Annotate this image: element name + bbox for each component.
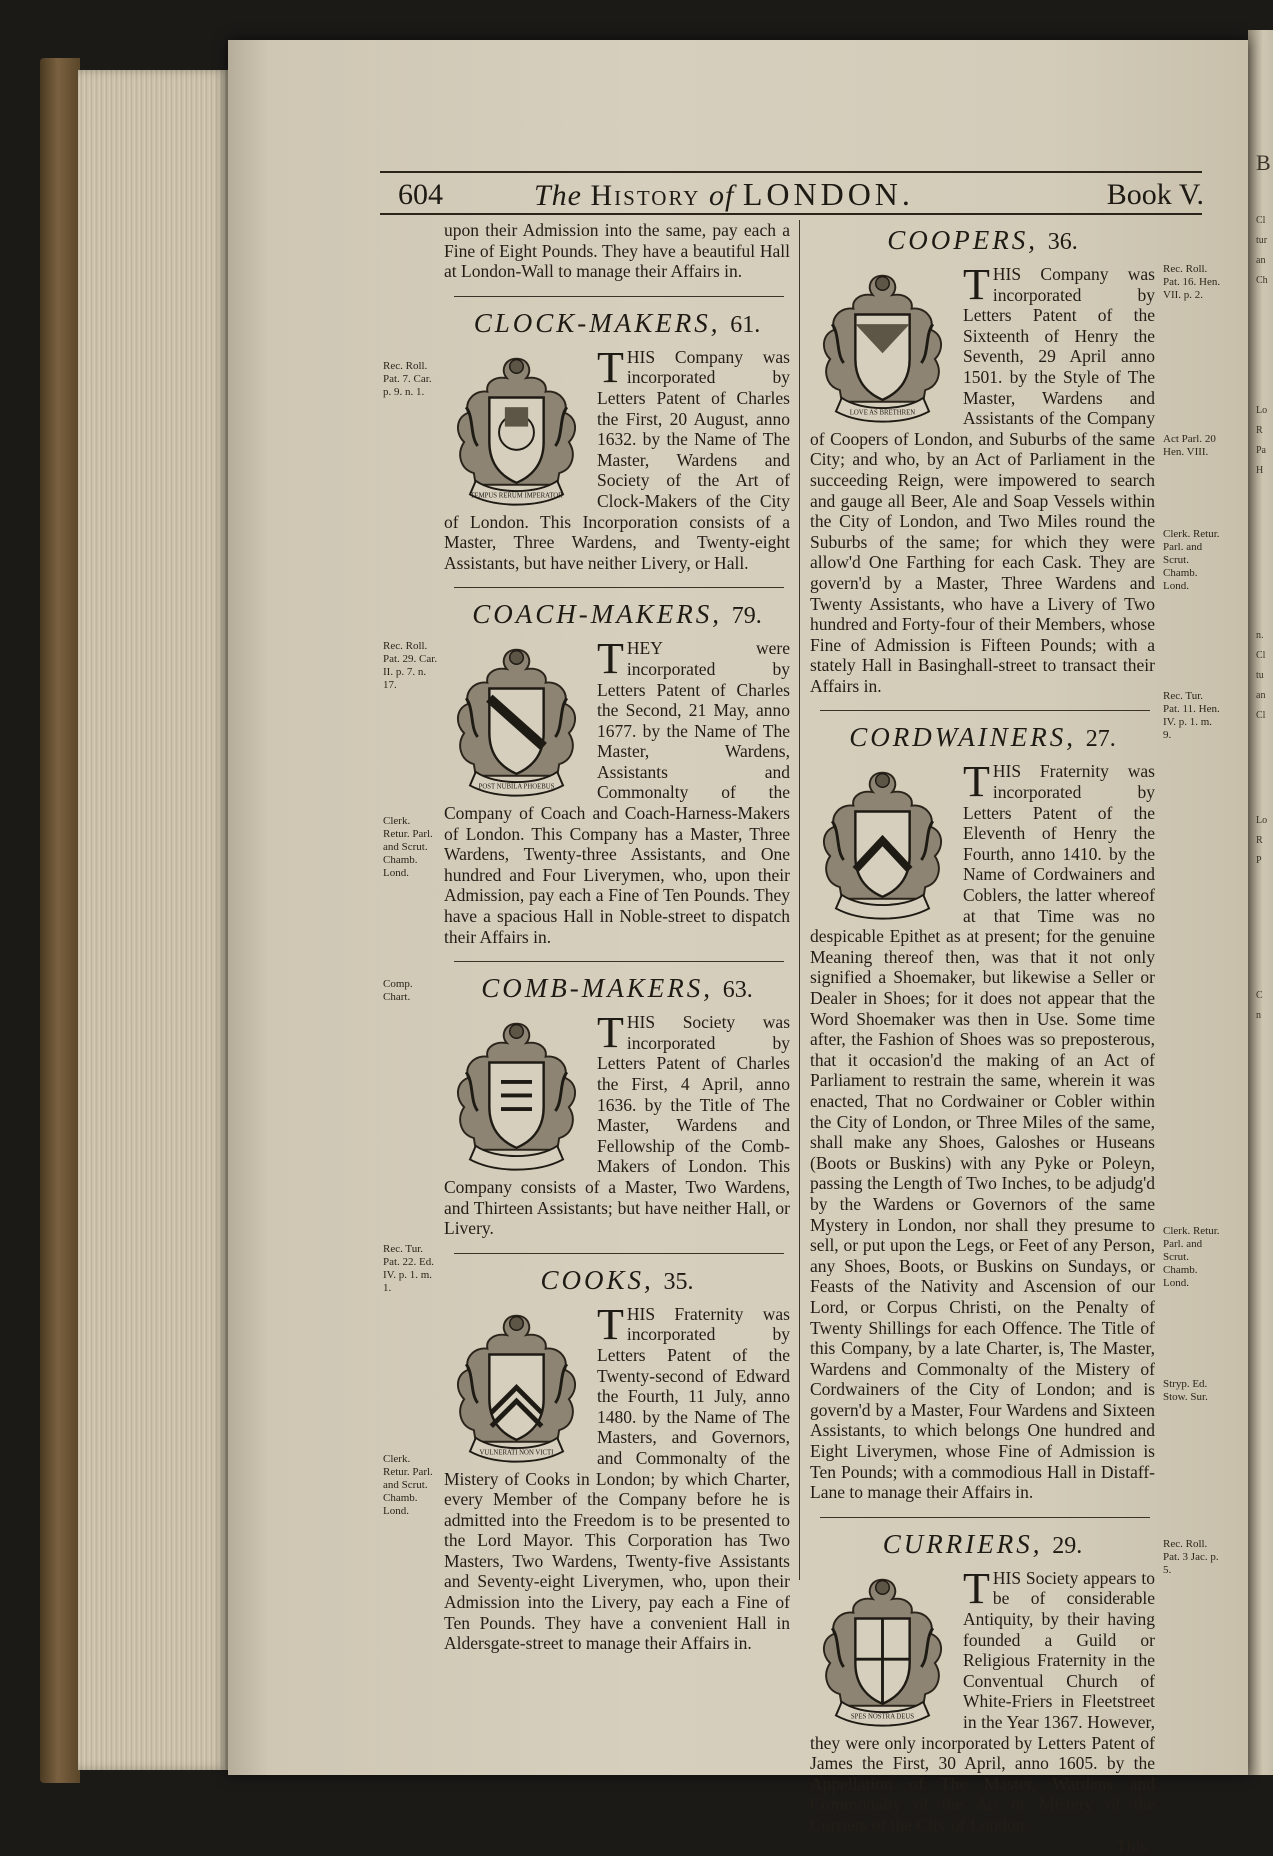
facing-fragment: n. bbox=[1256, 630, 1264, 641]
running-header bbox=[384, 178, 1204, 218]
heading-number: 35. bbox=[663, 1268, 694, 1295]
heading-text: CLOCK-MAKERS, bbox=[473, 307, 721, 338]
cooks-crest bbox=[444, 1306, 589, 1466]
entry-clock-makers bbox=[444, 307, 790, 574]
heading-text: COOPERS, bbox=[887, 225, 1038, 255]
facing-fragment: C bbox=[1256, 990, 1263, 1001]
right-column bbox=[810, 220, 1155, 1856]
title-of: of bbox=[708, 179, 735, 212]
entry-cordwainers bbox=[810, 721, 1155, 1502]
side-note: Rec. Roll. Pat. 7. Car. p. 9. n. 1. bbox=[383, 360, 432, 398]
facing-fragment: tur bbox=[1256, 235, 1268, 246]
facing-fragment: R bbox=[1256, 835, 1263, 846]
running-title bbox=[534, 176, 914, 213]
coach-makers-crest bbox=[444, 640, 589, 800]
intro-paragraph: upon their Admission into the same, pay each a Fine of Eight Pounds. They have a beautiful Hall at London-Wall to manage their Affairs in. bbox=[444, 220, 790, 282]
title-london: LONDON. bbox=[742, 176, 914, 212]
side-note: Rec. Roll. Pat. 16. Hen. VII. p. 2. bbox=[1163, 263, 1221, 301]
curriers-crest bbox=[810, 1570, 955, 1730]
heading-number: 63. bbox=[722, 977, 753, 1004]
heading-clock-makers bbox=[444, 307, 790, 341]
heading-coach-makers bbox=[444, 598, 790, 632]
side-note: Clerk. Retur. Parl. and Scrut. Chamb. Lond. bbox=[1163, 1225, 1220, 1289]
page-number: 604 bbox=[398, 178, 443, 211]
entry-curriers bbox=[810, 1528, 1155, 1836]
heading-text: COACH-MAKERS, bbox=[472, 599, 722, 630]
facing-fragment: Cl bbox=[1256, 710, 1266, 721]
side-note: Rec. Roll. Pat. 29. Car. II. p. 7. n. 17. bbox=[383, 640, 438, 691]
crest-motto: POST NUBILA PHOEBUS bbox=[478, 783, 555, 791]
entry-text: HEY were incorporated by Letters Patent of Charles the Second, 21 May, anno 1677. by the Name of The Master, Wardens, Assistants and Commonalty of the Company of Coach and Coach-Harness-Makers of London. This Company has a Master, Three Wardens, Twenty-three Assistants, and One hundred and Four Liverymen, who, upon their Admission, pay each a Fine of Ten Pounds. They have a spacious Hall in Noble-street to dispatch their Affairs in. bbox=[444, 638, 790, 947]
left-column bbox=[444, 220, 790, 1654]
heading-number: 79. bbox=[731, 603, 762, 630]
coopers-crest bbox=[810, 266, 955, 426]
facing-fragment: Pa bbox=[1256, 445, 1266, 456]
entry-cooks bbox=[444, 1264, 790, 1654]
section-rule bbox=[454, 296, 784, 297]
facing-fragment: Lo bbox=[1256, 815, 1268, 826]
cordwainers-crest bbox=[810, 763, 955, 923]
entry-text: HIS Society appears to be of considerable Antiquity, by their having founded a Guild or Religious Fraternity in the Conventual Church of White-Friers in Fleetstreet in the Year 1367. However, they were only incorporated by Letters Patent of James the First, 30 April, anno 1605. by the Appellation of The Master, Wardens and Commonalty of the Art or Mistery of the Curriers of the City of London. bbox=[810, 1567, 1155, 1835]
section-rule bbox=[820, 1517, 1150, 1518]
facing-fragment: B bbox=[1256, 150, 1271, 175]
side-note: Clerk. Retur. Parl. and Scrut. Chamb. Lond. bbox=[1163, 528, 1220, 592]
entry-text: HIS Company was incorporated by Letters Patent of the Sixteenth of Henry the Seventh, 29 April anno 1501. by the Style of The Master, Wardens and Assistants of the Company of Coopers of London, and Suburbs of the same City; and who, by an Act of Parliament in the succeeding Reign, were impowered to search and gauge all Beer, Ale and Soap Vessels within the City of London, and Two Miles round the Suburbs of the same; for which they were allow'd One Farthing for each Cask. They are govern'd by a Master, Three Wardens and Twenty Assistants, who have a Livery of Two hundred and Forty-four of their Members, whose Fine of Admission is Fifteen Pounds; with a stately Hall in Basinghall-street to transact their Affairs in. bbox=[810, 264, 1155, 696]
book-spine-edge bbox=[40, 58, 80, 1783]
heading-cordwainers bbox=[810, 721, 1155, 755]
section-rule bbox=[820, 710, 1150, 711]
dropcap: T bbox=[963, 757, 990, 807]
section-rule bbox=[454, 961, 784, 962]
side-note: Clerk. Retur. Parl. and Scrut. Chamb. Lond. bbox=[383, 1453, 433, 1517]
facing-fragment: tu bbox=[1256, 670, 1264, 681]
heading-text: CORDWAINERS, bbox=[849, 722, 1077, 753]
side-note: Act Parl. 20 Hen. VIII. bbox=[1163, 433, 1216, 458]
dropcap: T bbox=[597, 1008, 624, 1058]
heading-comb-makers bbox=[444, 972, 790, 1006]
side-note: Rec. Tur. Pat. 22. Ed. IV. p. 1. m. 1. bbox=[383, 1243, 435, 1294]
section-rule bbox=[454, 1253, 784, 1254]
dropcap: T bbox=[963, 260, 990, 309]
crest-motto: LOVE AS BRETHREN bbox=[849, 409, 916, 417]
entry-text: HIS Company was incorporated by Letters Patent of Charles the First, 20 August, anno 1632. by the Name of The Master, Wardens and Society of the Art of Clock-Makers of the City of London. This Incorporation consists of a Master, Three Wardens, and Twenty-eight Assistants, but have neither Livery, or Hall. bbox=[444, 346, 790, 573]
heading-number: 36. bbox=[1047, 229, 1078, 255]
entry-text: HIS Fraternity was incorporated by Letters Patent of the Twenty-second of Edward the Fourth, 11 July, anno 1480. by the Name of The Masters, and Governors, and Commonalty of the Mistery of Cooks in London; by which Charter, every Member of the Company before he is admitted into the Freedom is to be presented to the Lord Mayor. This Corporation has Two Masters, Two Wardens, Twenty-five Assistants and Seventy-eight Liverymen, who, upon their Admission into the Livery, pay each a Fine of Ten Pounds. They have a convenient Hall in Aldersgate-street to manage their Affairs in. bbox=[444, 1303, 790, 1654]
comb-makers-crest bbox=[444, 1014, 589, 1174]
heading-number: 29. bbox=[1052, 1532, 1083, 1559]
facing-fragment: R bbox=[1256, 425, 1263, 436]
side-note: Stryp. Ed. Stow. Sur. bbox=[1163, 1378, 1208, 1403]
catchword: This bbox=[1115, 1835, 1147, 1856]
heading-cooks bbox=[444, 1264, 790, 1298]
heading-text: CURRIERS, bbox=[882, 1528, 1043, 1559]
facing-fragment: Lo bbox=[1256, 405, 1268, 416]
facing-page-edge bbox=[1248, 30, 1273, 1775]
section-rule bbox=[454, 587, 784, 588]
facing-fragment: Cl bbox=[1256, 650, 1266, 661]
entry-coach-makers bbox=[444, 598, 790, 947]
heading-curriers bbox=[810, 1528, 1155, 1562]
dropcap: T bbox=[597, 342, 624, 392]
crest-motto: VULNERATI NON VICTI bbox=[479, 1449, 554, 1457]
dropcap: T bbox=[963, 1563, 990, 1613]
facing-fragment: Cl bbox=[1256, 215, 1266, 226]
page-stack-edge bbox=[78, 70, 230, 1770]
facing-fragment: an bbox=[1256, 690, 1266, 701]
side-note: Rec. Roll. Pat. 3 Jac. p. 5. bbox=[1163, 1538, 1219, 1576]
entry-coopers bbox=[810, 224, 1155, 696]
side-note: Comp. Chart. bbox=[383, 978, 413, 1003]
crest-motto: SPES NOSTRA DEUS bbox=[850, 1713, 915, 1721]
crest-motto: TEMPUS RERUM IMPERATOR bbox=[470, 492, 563, 500]
side-note: Rec. Tur. Pat. 11. Hen. IV. p. 1. m. 9. bbox=[1163, 690, 1220, 741]
dropcap: T bbox=[597, 634, 624, 684]
heading-number: 61. bbox=[730, 311, 761, 338]
facing-fragment: P bbox=[1256, 855, 1262, 866]
facing-fragment: H bbox=[1256, 465, 1264, 476]
dropcap: T bbox=[597, 1299, 624, 1349]
heading-number: 27. bbox=[1085, 726, 1116, 753]
heading-coopers bbox=[810, 224, 1155, 258]
entry-text: HIS Fraternity was incorporated by Letters Patent of the Eleventh of Henry the Fourth, anno 1410. by the Name of Cordwainers and Coblers, the latter whereof at that Time was no despicable Epithet as at present; for the genuine Meaning thereof then, was that it not only signified a Shoemaker, but likewise a Seller or Dealer in Shoes; for it does not appear that the Word Shoemaker was then in Use. Some time after, the Fashion of Shoes was so preposterous, that it occasion'd the making of an Act of Parliament to restrain the same, wherein it was enacted, That no Cordwainer or Cobler within the City of London, or Three Miles of the same, shall make any Shoes, Galoshes or Huseans (Boots or Buskins) with any Pyke or Poleyn, passing the Length of Two Inches, to be adjudg'd by the Wardens or Governors of the same Mystery in London, nor shall they presume to sell, or put upon the Legs, or Feet of any Person, any Shoes, Boots, or Buskins on Sundays, or Feasts of the Nativity and Ascension of our Lord, or Corpus Christi, on the Penalty of Twenty Shillings for each Offence. The Title of this Company, by a late Charter, is, The Master, Wardens and Commonalty of the Mistery of Cordwainers of the City of London; and is govern'd by a Master, Four Wardens and Sixteen Assistants, to which belongs One hundred and Eight Liverymen, whose Fine of Admission is Ten Pounds; with a commodious Hall in Distaff-Lane to manage their Affairs in. bbox=[810, 761, 1155, 1503]
title-history: History bbox=[590, 179, 701, 212]
facing-fragment: n bbox=[1256, 1010, 1261, 1021]
heading-text: COMB-MAKERS, bbox=[481, 973, 713, 1004]
side-note: Clerk. Retur. Parl. and Scrut. Chamb. Lond. bbox=[383, 815, 433, 879]
facing-fragment: an bbox=[1256, 255, 1266, 266]
title-prefix: The bbox=[534, 179, 582, 212]
book-number: Book V. bbox=[1106, 178, 1204, 211]
entry-comb-makers bbox=[444, 972, 790, 1239]
facing-fragment: Ch bbox=[1256, 275, 1268, 286]
clock-makers-crest bbox=[444, 349, 589, 509]
column-divider bbox=[799, 220, 800, 1580]
entry-text: HIS Society was incorporated by Letters Patent of Charles the First, 4 April, anno 1636. by the Title of The Master, Wardens and Fellowship of the Comb-Makers of London. This Company consists of a Master, Two Wardens, and Thirteen Assistants; but have neither Hall, or Livery. bbox=[444, 1012, 790, 1239]
header-rule-bottom bbox=[380, 213, 1202, 215]
heading-text: COOKS, bbox=[540, 1264, 654, 1295]
header-rule-top bbox=[380, 171, 1202, 173]
